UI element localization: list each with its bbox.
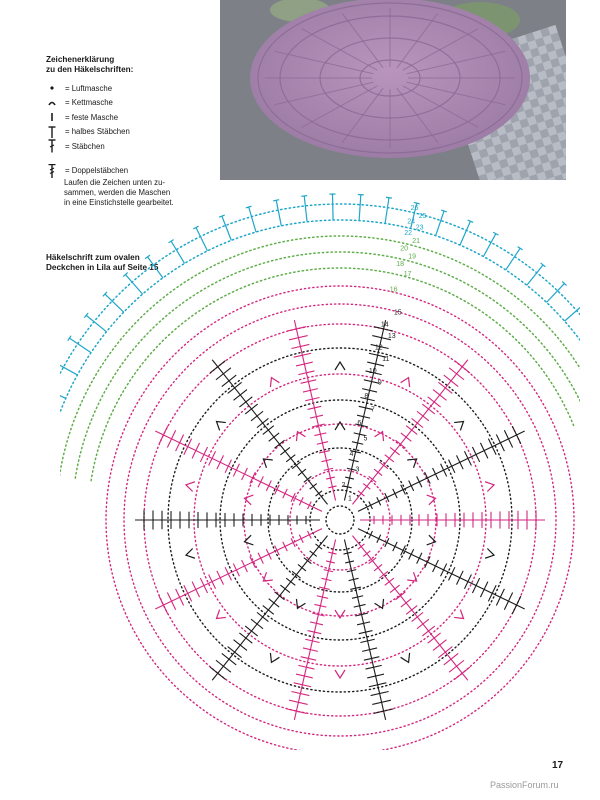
round-number: 10 — [368, 367, 377, 375]
fan-stitch-top — [246, 206, 252, 208]
stitch-bar — [379, 462, 388, 469]
stitch-bar — [449, 660, 464, 672]
legend-label-double-crochet: = Stäbchen — [65, 141, 105, 151]
stitch-bar — [457, 571, 464, 585]
stitch-bar — [242, 468, 248, 480]
round-number: 16 — [389, 286, 398, 294]
v-stitch — [186, 549, 195, 559]
stitch-bar — [233, 464, 239, 477]
round-number: 8 — [364, 392, 369, 400]
round-number: 15 — [393, 309, 402, 317]
crochet-diagram — [60, 190, 580, 750]
page-number: 17 — [552, 760, 564, 771]
stitch-bar — [433, 560, 439, 572]
stitch-bar — [401, 599, 411, 607]
stitch-bar — [401, 545, 406, 555]
stitch-bar — [454, 361, 469, 373]
legend-label-chain: = Luftmasche — [65, 83, 113, 93]
stitch-bar — [308, 531, 312, 539]
stitch-bar — [234, 390, 247, 401]
stitch-bar — [275, 440, 285, 448]
stitch-bar — [245, 626, 257, 636]
fan-stitch — [196, 228, 207, 251]
stitch-bar — [395, 440, 405, 448]
v-stitch — [296, 432, 305, 441]
stitch-bar — [433, 640, 446, 651]
round-number: 9 — [377, 379, 382, 387]
fan-stitch — [359, 195, 361, 221]
fan-stitch-top — [145, 255, 150, 259]
fan-stitch-top — [414, 202, 420, 203]
fan-stitch — [276, 200, 281, 225]
stitch-bar — [454, 667, 469, 679]
fan-stitch — [460, 221, 470, 245]
stitch-bar — [422, 626, 434, 636]
stitch-bar — [379, 571, 388, 578]
stitch-bar — [286, 455, 295, 462]
chart-caption: Häkelschrift zum ovalen Deckchen in Lila auf Seite 15 — [46, 253, 159, 272]
stitch-bar — [428, 633, 441, 643]
v-stitch — [186, 482, 195, 492]
fan-stitch — [547, 284, 565, 303]
v-stitch — [335, 670, 345, 678]
stitch-bar — [496, 434, 504, 451]
stitch-bar — [280, 447, 290, 455]
stitch-bar — [298, 469, 306, 475]
stitch-bar — [216, 660, 231, 672]
stitch-bar — [472, 578, 479, 593]
stitch-bar — [216, 368, 231, 380]
fan-stitch — [385, 198, 389, 224]
stitch-bar — [358, 544, 365, 549]
stitch-bar — [369, 501, 373, 509]
stitch-bar — [374, 564, 382, 570]
stitch-bar — [374, 469, 382, 475]
legend-label-single-crochet: = feste Masche — [65, 112, 119, 122]
round-number: 23 — [415, 224, 424, 232]
v-stitch — [401, 378, 410, 387]
legend — [46, 55, 216, 208]
stitch-bar — [390, 585, 400, 593]
round-number: 13 — [387, 332, 396, 340]
stitch-bar — [310, 551, 317, 557]
stitch-bar — [472, 447, 479, 462]
stitch-bar — [222, 653, 236, 665]
stitch-bar — [283, 542, 287, 551]
doily-photo-image — [220, 0, 566, 180]
stitch-bar — [225, 460, 231, 473]
fan-stitch — [125, 275, 142, 295]
stitch-bar — [358, 491, 365, 496]
fan-stitch — [483, 234, 495, 257]
round-number: 18 — [396, 261, 405, 269]
legend-item-slip-stitch — [46, 96, 216, 111]
stitch-bar — [363, 551, 370, 557]
fan-stitch — [60, 388, 66, 399]
stitch-bar — [377, 497, 381, 505]
stitch-bar — [159, 426, 168, 444]
stitch-bar — [316, 544, 323, 549]
double-crochet-icon — [46, 139, 62, 153]
stitch-spoke — [135, 510, 320, 530]
stitch-bar — [245, 404, 257, 414]
v-stitch — [485, 482, 494, 492]
stitch-bar — [239, 633, 252, 643]
stitch-bar — [417, 553, 422, 564]
stitch-bar — [209, 574, 216, 588]
stitch-bar — [409, 481, 414, 491]
fan-stitch — [105, 294, 124, 312]
stitch-bar — [417, 476, 422, 487]
spoke-line — [358, 529, 525, 609]
v-stitch — [335, 362, 345, 370]
legend-item-single-crochet — [46, 110, 216, 125]
round-number: 21 — [412, 237, 421, 245]
stitch-bar — [316, 491, 323, 496]
stitch-bar — [286, 578, 295, 585]
stitch-bar — [464, 574, 471, 588]
spoke-line — [155, 431, 322, 511]
stitch-spoke — [343, 539, 393, 719]
stitch-bar — [512, 426, 521, 444]
stitch-bar — [433, 390, 446, 401]
v-stitch — [296, 599, 305, 608]
v-stitch — [485, 549, 494, 559]
stitch-bar — [200, 578, 207, 593]
stitch-bar — [385, 455, 394, 462]
round-number: 14 — [380, 321, 389, 329]
round-number: 3 — [355, 466, 360, 474]
v-stitch — [401, 653, 410, 662]
v-stitch — [216, 421, 225, 430]
stitch-bar — [269, 433, 279, 441]
stitch-bar — [393, 489, 397, 498]
stitch-bar — [310, 484, 317, 490]
outer-round-arc — [75, 252, 580, 478]
fan-stitch — [436, 211, 444, 236]
stitch-bar — [299, 535, 303, 543]
stitch-bar — [377, 535, 381, 543]
stitch-spoke — [343, 320, 393, 500]
stitch-bar — [222, 375, 236, 387]
stitch-bar — [251, 619, 263, 629]
treble-crochet-icon — [46, 164, 62, 178]
stitch-bar — [449, 368, 464, 380]
round-number: 20 — [400, 245, 409, 253]
legend-item-treble-crochet — [46, 164, 216, 179]
fan-stitch-top — [386, 197, 392, 198]
stitch-bar — [176, 434, 184, 451]
stitch-bar — [192, 443, 199, 458]
stitch-bar — [275, 592, 285, 600]
half-double-crochet-icon — [46, 125, 62, 139]
round-number: 12 — [374, 344, 383, 352]
stitch-bar — [251, 411, 263, 421]
legend-item-double-crochet — [46, 139, 216, 154]
stitch-bar — [167, 430, 175, 447]
round-number: 6 — [357, 420, 362, 428]
legend-item-chain — [46, 81, 216, 96]
fan-stitch — [565, 304, 580, 321]
stitch-bar — [209, 451, 216, 465]
stitch-bar — [504, 430, 512, 447]
doily-photo — [220, 0, 566, 180]
legend-note: Laufen die Zeichen unten zu- sammen, werden die Maschen in eine Einstichstelle gearbeitet. — [64, 178, 174, 207]
round-number: 17 — [403, 270, 412, 278]
stitch-bar — [441, 464, 447, 477]
legend-item-half-double-crochet — [46, 125, 216, 140]
stitch-bar — [242, 560, 248, 572]
stitch-bar — [304, 476, 312, 482]
v-stitch — [454, 421, 463, 430]
stitch-bar — [441, 564, 447, 577]
chain-ring — [106, 286, 574, 750]
v-stitch — [335, 610, 345, 618]
outer-round-arc — [60, 236, 580, 476]
stitch-bar — [234, 640, 247, 651]
stitch-bar — [210, 667, 225, 679]
round-number: 19 — [408, 253, 417, 261]
v-stitch — [375, 432, 384, 441]
stitch-bar — [385, 538, 389, 547]
stitch-bar — [369, 531, 373, 539]
fan-stitch — [304, 196, 307, 222]
stitch-bar — [159, 596, 168, 614]
legend-label-half-double-crochet: = halbes Stäbchen — [65, 127, 130, 137]
stitch-bar — [239, 397, 252, 407]
stitch-bar — [266, 481, 271, 491]
stitch-bar — [512, 596, 521, 614]
stitch-bar — [422, 404, 434, 414]
stitch-bar — [393, 542, 397, 551]
stitch-bar — [257, 612, 268, 621]
v-stitch — [216, 610, 225, 619]
stitch-bar — [176, 589, 184, 606]
round-number: 25 — [418, 212, 427, 220]
v-stitch — [335, 422, 345, 430]
stitch-bar — [480, 443, 487, 458]
round-number: 7 — [370, 406, 375, 414]
stitch-bar — [298, 564, 306, 570]
round-number: 22 — [404, 230, 413, 238]
stitch-bar — [217, 571, 224, 585]
v-stitch — [244, 495, 253, 505]
fan-stitch-top — [68, 336, 71, 341]
stitch-bar — [266, 549, 271, 559]
spoke-line — [155, 529, 322, 609]
v-stitch — [270, 653, 279, 662]
stitch-bar — [480, 582, 487, 597]
stitch-bar — [385, 578, 394, 585]
stitch-bar — [192, 582, 199, 597]
stitch-bar — [504, 593, 512, 610]
legend-label-treble-crochet: = Doppelstäbchen — [65, 166, 129, 176]
fan-stitch-top — [273, 200, 279, 201]
stitch-spoke — [360, 510, 545, 530]
stitch-bar — [280, 585, 290, 593]
stitch-bar — [225, 567, 231, 580]
v-stitch — [244, 535, 253, 545]
round-number: 1 — [348, 495, 352, 503]
stitch-bar — [425, 556, 431, 568]
stitch-bar — [428, 397, 441, 407]
stitch-bar — [417, 619, 429, 629]
stitch-bar — [283, 489, 287, 498]
stitch-spoke — [287, 539, 337, 719]
legend-label-slip-stitch: = Kettmasche — [65, 98, 113, 108]
stitch-bar — [409, 549, 414, 559]
stitch-bar — [257, 418, 268, 427]
round-number: 26 — [410, 205, 419, 213]
v-stitch — [375, 599, 384, 608]
stitch-bar — [299, 497, 303, 505]
fan-stitch-top — [301, 196, 307, 197]
v-stitch — [454, 610, 463, 619]
v-stitch — [270, 378, 279, 387]
stitch-bar — [217, 455, 224, 469]
stitch-bar — [258, 553, 263, 564]
round-number: 5 — [363, 435, 368, 443]
chain-stitch-icon — [46, 81, 62, 95]
stitch-bar — [433, 468, 439, 480]
fan-stitch-top — [518, 247, 523, 250]
stitch-bar — [292, 462, 301, 469]
stitch-bar — [291, 538, 295, 547]
stitch-bar — [417, 411, 429, 421]
stitch-bar — [496, 589, 504, 606]
stitch-bar — [390, 447, 400, 455]
stitch-bar — [401, 433, 411, 441]
stitch-bar — [258, 476, 263, 487]
stitch-spoke — [287, 320, 337, 500]
outer-round-arc — [60, 220, 580, 473]
round-number: 11 — [382, 356, 390, 364]
stitch-bar — [412, 418, 423, 427]
stitch-bar — [269, 599, 279, 607]
stitch-bar — [412, 612, 423, 621]
stitch-bar — [363, 484, 370, 490]
stitch-bar — [457, 455, 464, 469]
chain-ring — [326, 506, 354, 534]
legend-title: Zeichenerklärung zu den Häkelschriften: — [46, 55, 134, 74]
fan-stitch — [332, 194, 333, 220]
round-number: 2 — [341, 482, 346, 490]
stitch-bar — [210, 361, 225, 373]
round-number: 4 — [349, 451, 354, 459]
fan-stitch — [222, 216, 231, 240]
single-crochet-icon — [46, 110, 62, 124]
stitch-bar — [308, 501, 312, 509]
stitch-bar — [233, 564, 239, 577]
watermark: PassionForum.ru — [490, 780, 559, 790]
spoke-line — [358, 431, 525, 511]
stitch-bar — [167, 593, 175, 610]
stitch-bar — [395, 592, 405, 600]
slip-stitch-icon — [46, 96, 62, 110]
round-number: 24 — [407, 218, 415, 226]
fan-stitch — [249, 207, 256, 232]
